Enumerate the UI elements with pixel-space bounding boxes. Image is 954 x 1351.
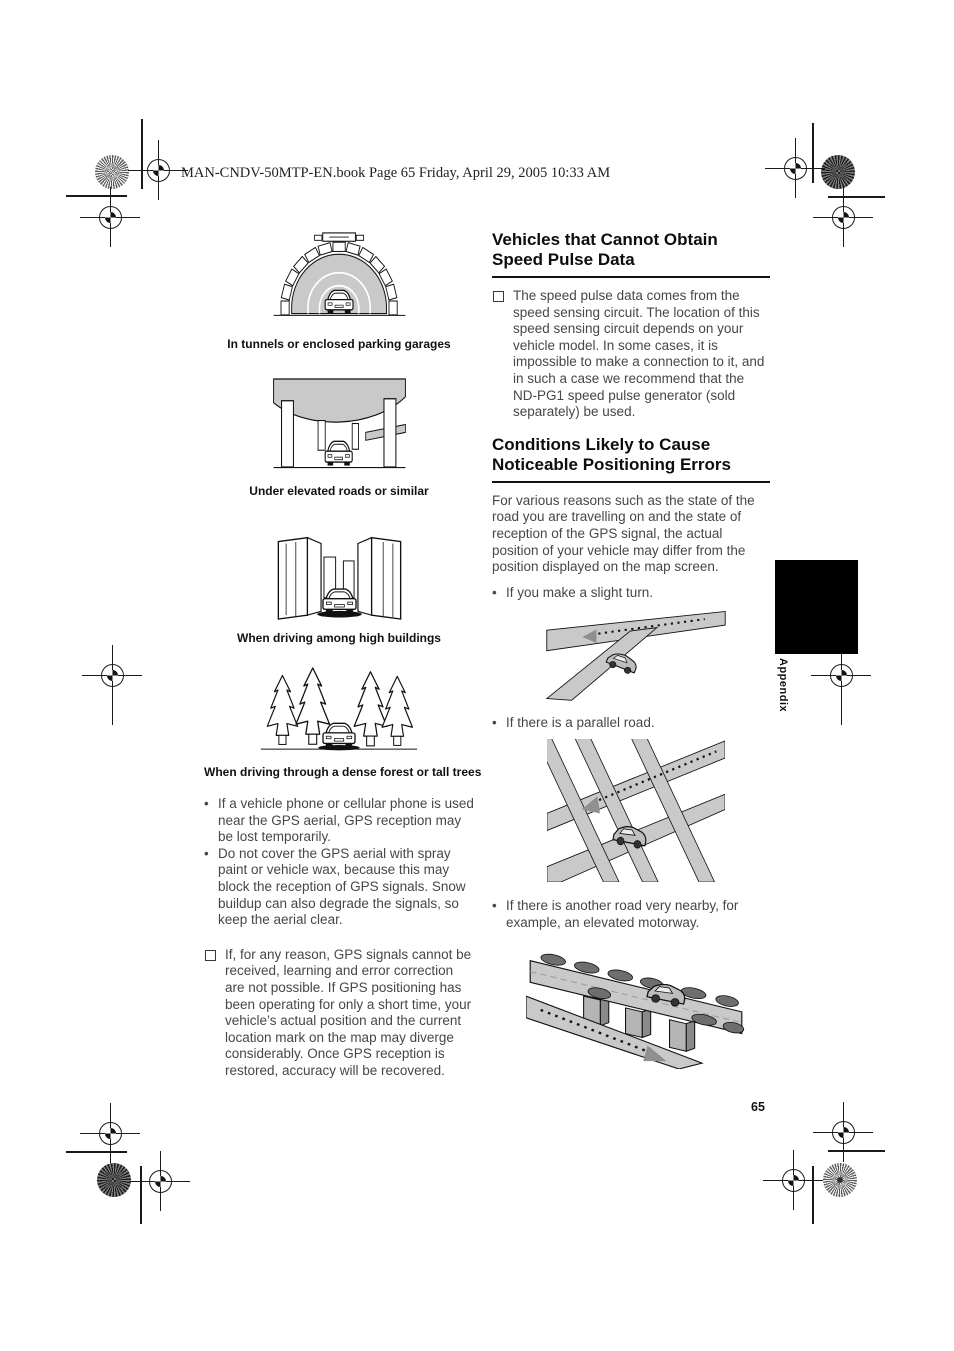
gps-note xyxy=(204,947,474,1080)
note-text: The speed pulse data comes from the speed sensing circuit. The location of this speed sensing circuit depends on your vehicle model. In some cases, it is impossible to make a connection to it, and in such a case we recommend that the ND-PG1 speed pulse generator (sold separately) be used. xyxy=(513,288,765,420)
tunnel-illustration xyxy=(272,232,407,320)
appendix-tab xyxy=(775,560,858,654)
elevated-road-illustration xyxy=(272,377,407,471)
figure-tunnel xyxy=(204,232,474,352)
left-column xyxy=(204,232,482,1080)
figure-caption: In tunnels or enclosed parking garages xyxy=(227,337,451,351)
crop-line xyxy=(828,196,885,198)
high-buildings-illustration xyxy=(257,528,422,620)
figure-caption: When driving among high buildings xyxy=(237,631,441,645)
figure-high-buildings xyxy=(204,528,474,646)
figure-forest xyxy=(204,666,482,780)
calibration-star-icon xyxy=(95,155,129,189)
list-item-text: • If there is another road very nearby, for example, an elevated motorway. xyxy=(506,897,739,930)
speed-pulse-note xyxy=(492,288,770,421)
crop-line xyxy=(812,1166,814,1224)
list-item xyxy=(492,585,770,602)
right-column xyxy=(492,230,770,1074)
page-number: 65 xyxy=(751,1100,765,1114)
list-item xyxy=(204,846,474,929)
registration-mark-icon xyxy=(130,1151,190,1211)
crop-line xyxy=(66,1151,127,1153)
square-bullet-icon xyxy=(205,950,216,961)
square-bullet-icon xyxy=(493,291,504,302)
elevated-motorway-illustration xyxy=(526,939,746,1069)
calibration-star-icon xyxy=(823,1163,857,1197)
list-item-text: • If you make a slight turn. xyxy=(506,584,654,600)
positioning-intro: For various reasons such as the state of the road you are travelling on and the state of reception of the GPS signal, the actual position of your vehicle may differ from the position displayed on the map screen. xyxy=(492,492,755,575)
figure-caption: When driving through a dense forest or tall trees xyxy=(204,765,482,779)
crop-line xyxy=(66,195,127,197)
registration-mark-icon xyxy=(811,645,871,725)
figure-caption: Under elevated roads or similar xyxy=(249,484,429,498)
list-item-text: • Do not cover the GPS aerial with spray paint or vehicle wax, because this may block the reception of GPS signals. Snow buildup can also degrade the signals, so keep the aerial clear. xyxy=(218,845,466,928)
calibration-star-icon xyxy=(821,155,855,189)
figure-parallel-road xyxy=(502,739,770,887)
appendix-tab-label: Appendix xyxy=(777,658,789,713)
list-item xyxy=(492,715,770,732)
list-item xyxy=(204,796,474,846)
figure-elevated-road xyxy=(204,377,474,499)
figure-slight-turn xyxy=(502,608,770,707)
section-heading-speed-pulse: Vehicles that Cannot Obtain Speed Pulse Data xyxy=(492,230,770,278)
gps-warning-list xyxy=(204,796,474,929)
figure-elevated-motorway xyxy=(502,939,770,1074)
car-icon xyxy=(325,441,352,465)
registration-mark-icon xyxy=(82,645,142,725)
slight-turn-illustration xyxy=(545,608,727,702)
crop-line xyxy=(812,123,814,183)
crop-line xyxy=(828,1150,885,1152)
car-icon xyxy=(323,723,355,746)
list-item-text: • If a vehicle phone or cellular phone is used near the GPS aerial, GPS reception may be lost temporarily. xyxy=(218,796,474,845)
document-header: MAN-CNDV-50MTP-EN.book Page 65 Friday, April 29, 2005 10:33 AM xyxy=(181,165,611,181)
registration-mark-icon xyxy=(763,1150,823,1210)
list-item xyxy=(492,898,770,931)
calibration-star-icon xyxy=(97,1163,131,1197)
parallel-road-illustration xyxy=(547,739,725,882)
crop-line xyxy=(141,119,143,189)
note-text: If, for any reason, GPS signals cannot be received, learning and error correction are not possible. If GPS positioning has been operating for only a short time, your vehicle’s actual position and the current location mark on the map may diverge considerably. Once GPS reception is restored, accuracy will be recovered. xyxy=(225,946,472,1078)
list-item-text: • If there is a parallel road. xyxy=(506,715,655,731)
crop-line xyxy=(140,1166,142,1224)
section-heading-positioning-errors: Conditions Likely to Cause Noticeable Positioning Errors xyxy=(492,435,770,483)
dense-forest-illustration xyxy=(259,666,419,752)
